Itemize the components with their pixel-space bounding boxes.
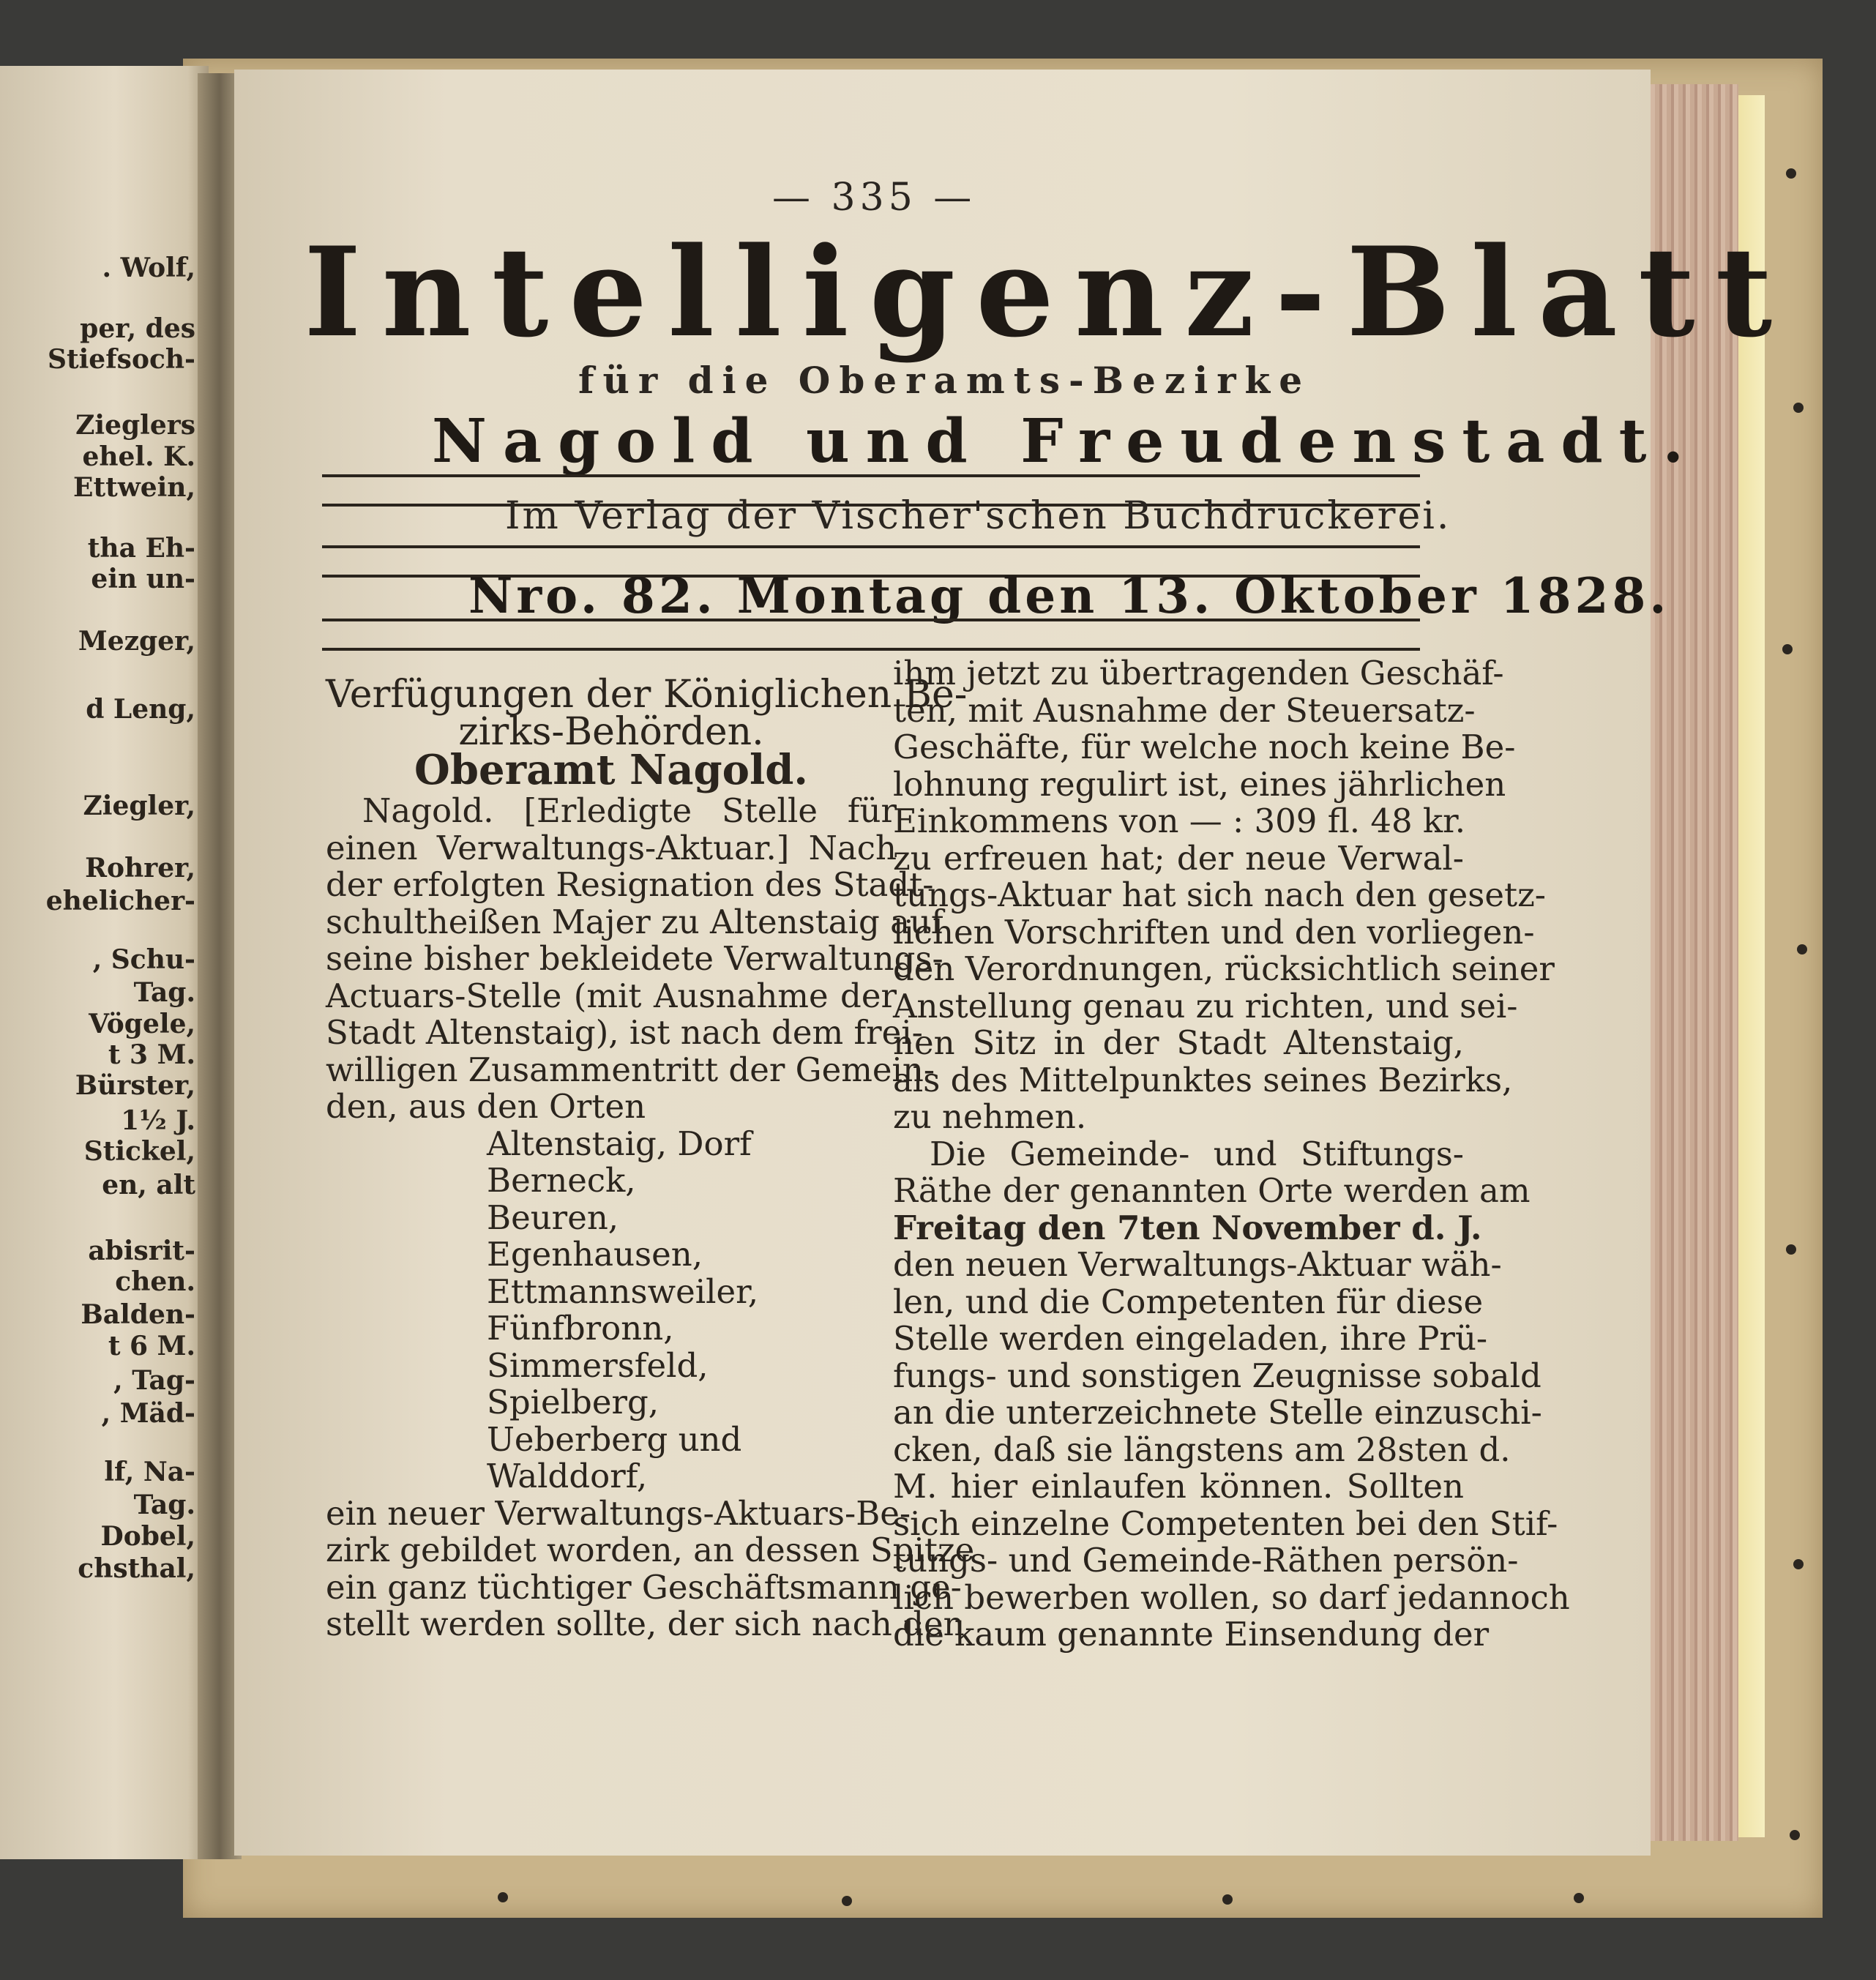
- text-line: den neuen Verwaltungs-Aktuar wäh-: [893, 1245, 1502, 1284]
- text-line: Simmersfeld,: [487, 1345, 709, 1385]
- text-line: zirk gebildet worden, an dessen Spitze: [326, 1531, 975, 1569]
- text-line: len, und die Competenten für diese: [893, 1282, 1484, 1321]
- text-line: Stelle werden eingeladen, ihre Prü-: [893, 1319, 1488, 1358]
- text-line: M. hier einlaufen können. Sollten: [893, 1467, 1464, 1506]
- rule-bottom-2: [322, 648, 1420, 651]
- rule-top: [322, 474, 1420, 477]
- left-page-line: ehelicher-: [45, 886, 195, 916]
- text-line: Walddorf,: [487, 1457, 648, 1495]
- left-page-line: Stiefsoch-: [47, 344, 195, 375]
- meeting-date-line: Freitag den 7ten November d. J.: [893, 1208, 1482, 1247]
- publisher-line: Im Verlag der Vischer'schen Buchdruckerei.: [505, 494, 1451, 538]
- text-line: seine bisher bekleidete Verwaltungs-: [326, 939, 943, 978]
- text-line: ein ganz tüchtiger Geschäftsmann ge-: [326, 1567, 962, 1607]
- column-right-text-b: [893, 1245, 1570, 1654]
- section-heading-line: zirks-Behörden.: [458, 709, 764, 754]
- masthead-subtitle: für die Oberamts-Bezirke: [578, 359, 1312, 402]
- column-left: [326, 673, 975, 1643]
- text-line: lohnung regulirt ist, eines jährlichen: [893, 764, 1506, 804]
- left-page-line: Mezger,: [78, 626, 195, 657]
- text-line: Beuren,: [487, 1198, 619, 1237]
- text-line: Anstellung genau zu richten, und sei-: [893, 986, 1518, 1026]
- left-page-line: Vögele,: [89, 1009, 195, 1039]
- left-page-line: ehel. K.: [82, 441, 195, 472]
- text-line: den Verordnungen, rücksichtlich seiner: [893, 949, 1555, 988]
- left-page-line: t 6 M.: [108, 1331, 195, 1361]
- left-page-line: per, des: [80, 313, 195, 344]
- left-page-line: , Schu-: [92, 944, 195, 975]
- masthead-places: Nagold und Freudenstadt.: [432, 406, 1700, 477]
- text-line: willigen Zusammentritt der Gemein-: [326, 1050, 935, 1089]
- text-line: der erfolgten Resignation des Stadt-: [326, 865, 934, 904]
- text-line: Geschäfte, für welche noch keine Be-: [893, 728, 1516, 766]
- left-page-line: lf, Na-: [104, 1457, 195, 1487]
- left-page-line: Tag.: [133, 977, 195, 1008]
- text-line: Egenhausen,: [487, 1235, 703, 1274]
- rule-middle: [322, 545, 1420, 548]
- left-page-line: Stickel,: [83, 1136, 195, 1167]
- text-line: ihm jetzt zu übertragenden Geschäf-: [893, 654, 1504, 692]
- column-right: [893, 654, 1570, 1654]
- text-line: Einkommens von — : 309 fl. 48 kr.: [893, 802, 1466, 840]
- text-line: sich einzelne Competenten bei den Stif-: [893, 1503, 1558, 1543]
- text-line: zu erfreuen hat; der neue Verwal-: [893, 838, 1464, 878]
- left-page-line: d Leng,: [86, 694, 195, 725]
- left-page-line: , Mäd-: [101, 1398, 195, 1429]
- text-line: Ueberberg und: [487, 1419, 742, 1459]
- paragraph-start: Die Gemeinde- und Stiftungs-: [930, 1134, 1464, 1173]
- column-left-body: [326, 791, 943, 1126]
- left-page-line: , Tag-: [113, 1365, 195, 1396]
- text-line: einen Verwaltungs-Aktuar.] Nach: [326, 828, 897, 867]
- text-line: Spielberg,: [487, 1383, 659, 1422]
- text-line: Stadt Altenstaig), ist nach dem frei-: [326, 1013, 923, 1052]
- left-page-line: ein un-: [91, 564, 195, 594]
- text-line: cken, daß sie längstens am 28sten d.: [893, 1430, 1511, 1469]
- page-number: — 335 —: [772, 176, 976, 220]
- text-line: die kaum genannte Einsendung der: [893, 1615, 1490, 1654]
- text-line: Berneck,: [487, 1161, 636, 1200]
- text-line: ten, mit Ausnahme der Steuersatz-: [893, 690, 1476, 730]
- left-page-line: t 3 M.: [108, 1039, 195, 1070]
- text-line: tungs- und Gemeinde-Räthen persön-: [893, 1541, 1519, 1580]
- left-page-line: Zieglers: [75, 410, 195, 441]
- text-line: Räthe der genannten Orte werden am: [893, 1171, 1531, 1210]
- left-page-line: Balden-: [81, 1299, 195, 1330]
- text-line: Actuars-Stelle (mit Ausnahme der: [326, 976, 897, 1015]
- section-heading-line: Verfügungen der Königlichen Be-: [326, 673, 968, 717]
- text-line: Nagold. [Erledigte Stelle für: [362, 791, 897, 830]
- left-page-line: en, alt: [102, 1170, 195, 1200]
- text-line: den, aus den Orten: [326, 1087, 646, 1126]
- left-page-line: Rohrer,: [85, 853, 195, 883]
- text-line: lich bewerben wollen, so darf jedannoch: [893, 1577, 1570, 1617]
- text-line: Altenstaig, Dorf: [487, 1124, 752, 1163]
- masthead-title: Intelligenz-Blatt: [304, 220, 1793, 365]
- left-page-line: Tag.: [133, 1490, 195, 1520]
- text-line: fungs- und sonstigen Zeugnisse sobald: [893, 1356, 1541, 1395]
- text-line: Ettmannsweiler,: [487, 1271, 759, 1311]
- office-heading: Oberamt Nagold.: [414, 746, 808, 794]
- text-line: Fünfbronn,: [487, 1309, 674, 1348]
- left-page-line: . Wolf,: [102, 253, 195, 283]
- left-page-line: Ziegler,: [83, 791, 195, 821]
- place-list: [326, 1126, 897, 1495]
- text-line: als des Mittelpunktes seines Bezirks,: [893, 1060, 1513, 1099]
- column-left-tail: [326, 1493, 975, 1643]
- rule-bottom: [322, 619, 1420, 621]
- text-line: an die unterzeichnete Stelle einzuschi-: [893, 1393, 1542, 1432]
- text-line: zu nehmen.: [893, 1097, 1087, 1136]
- text-line: schultheißen Majer zu Altenstaig auf: [326, 902, 943, 941]
- left-page-line: 1½ J.: [121, 1105, 195, 1136]
- left-page-line: chen.: [115, 1266, 195, 1297]
- text-line: nen Sitz in der Stadt Altenstaig,: [893, 1023, 1464, 1062]
- left-page: [0, 66, 209, 1859]
- left-page-line: Bürster,: [75, 1070, 195, 1101]
- left-page-line: Dobel,: [100, 1521, 195, 1552]
- text-line: ein neuer Verwaltungs-Aktuars-Be-: [326, 1493, 911, 1533]
- text-line: lichen Vorschriften und den vorliegen-: [893, 912, 1535, 952]
- text-line: tungs-Aktuar hat sich nach den gesetz-: [893, 875, 1546, 914]
- left-page-line: tha Eh-: [87, 533, 195, 564]
- left-page-line: chsthal,: [78, 1553, 195, 1584]
- text-line: stellt werden sollte, der sich nach den: [326, 1604, 965, 1643]
- column-right-text-a: [893, 654, 1555, 1136]
- left-page-line: abisrit-: [88, 1236, 195, 1266]
- issue-line: Nro. 82. Montag den 13. Oktober 1828.: [468, 567, 1670, 624]
- left-page-line: Ettwein,: [73, 472, 195, 503]
